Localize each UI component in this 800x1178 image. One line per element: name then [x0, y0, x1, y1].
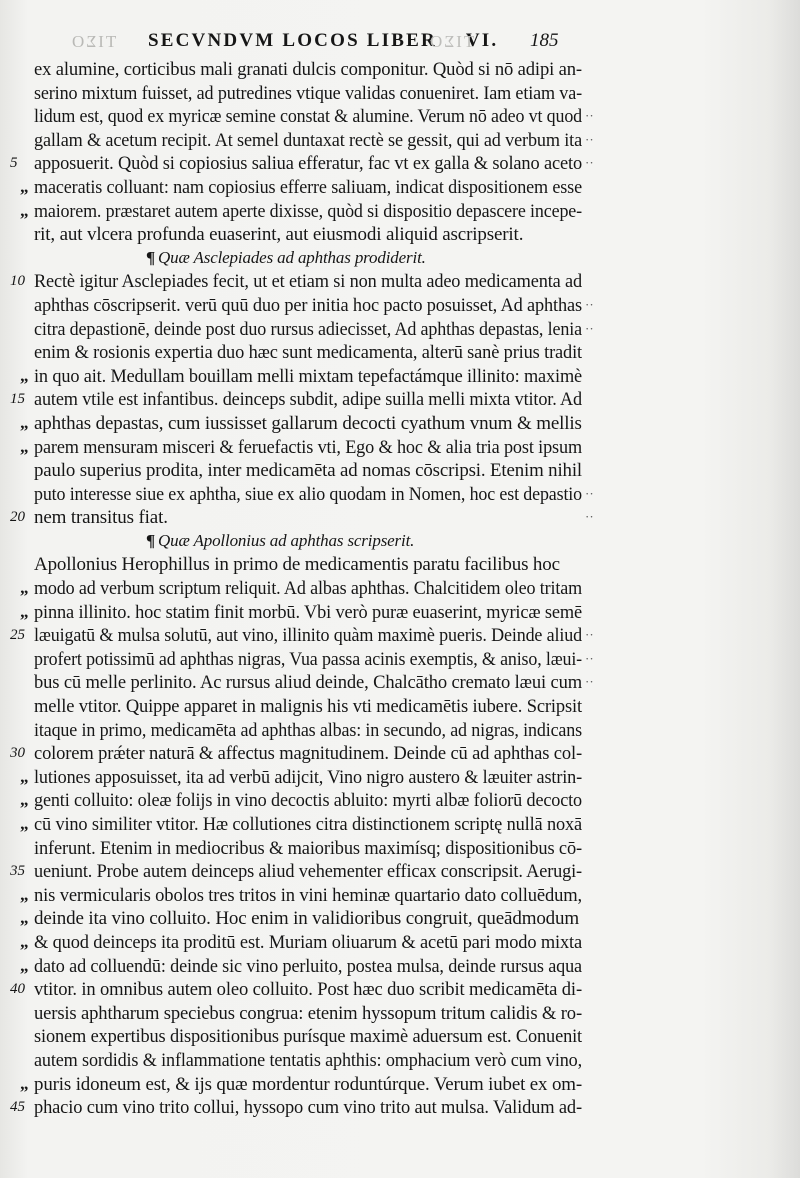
section-heading: [0, 531, 800, 555]
line-text: aphthas cōscripserit. verū quū duo per initia hoc pacto posuisset, Ad aphthas: [34, 294, 582, 316]
quotation-mark: „: [20, 601, 29, 621]
text-line: [0, 83, 800, 107]
heading-line: [146, 531, 414, 551]
line-number: 30: [10, 745, 25, 762]
line-text: & quod deinceps ita proditū est. Muriam oliuarum & acetū pari modo mixta: [34, 931, 582, 953]
line-text: sionem expertibus dispositionibus purísque maximè aduersum est. Conuenit: [34, 1026, 582, 1048]
line-text: Apollonius Herophillus in primo de medicamentis paratu facilibus hoc: [34, 554, 560, 576]
line-text: ex alumine, corticibus mali granati dulcis componitur. Quòd si nō adipi an-: [34, 59, 582, 80]
text-line: [0, 1074, 800, 1098]
right-margin-mark: ··: [585, 485, 594, 501]
text-line: [0, 484, 800, 508]
line-text: uersis aphtharum speciebus congrua: etenim hyssopum tritum calidis & ro-: [34, 1002, 582, 1024]
text-line: [0, 437, 800, 461]
line-text: puris idoneum est, & ijs quæ mordentur roduntúrque. Verum iubet ex om-: [34, 1073, 582, 1095]
quotation-mark: „: [20, 412, 29, 432]
pilcrow-icon: ¶: [146, 247, 156, 267]
line-text: paulo superius prodita, inter medicamēta ad nomas cōscripsi. Etenim nihil: [34, 460, 582, 482]
right-margin-mark: ··: [585, 155, 594, 171]
line-text: phacio cum vino trito collui, hyssopo cum vino trito aut mulsa. Validum ad-: [34, 1097, 582, 1119]
body-text: [0, 59, 800, 1121]
line-text: enim & rosionis expertia duo hæc sunt medicamenta, alterū sanè prius tradit: [34, 342, 582, 364]
text-line: [0, 814, 800, 838]
line-number: 5: [10, 155, 18, 172]
text-line: [0, 979, 800, 1003]
quotation-mark: „: [20, 790, 29, 810]
line-text: itaque in primo, medicamēta ad aphthas albas: in secundo, ad nigras, indicans: [34, 719, 582, 741]
text-line: [0, 720, 800, 744]
line-text: maiorem. præstaret autem aperte dixisse, quòd si dispositio depascere incepe-: [34, 200, 582, 222]
line-text: parem mensuram misceri & feruefactis vti, Ego & hoc & alia tria post ipsum: [34, 436, 582, 458]
text-line: [0, 767, 800, 791]
text-line: [0, 59, 800, 83]
line-text: pinna illinito. hoc statim finit morbū. Vbi verò puræ euaserint, myricæ semē: [34, 601, 582, 623]
text-line: [0, 295, 800, 319]
quotation-mark: „: [20, 814, 29, 833]
text-line: [0, 672, 800, 696]
text-line: [0, 649, 800, 673]
line-text: lutiones apposuisset, ita ad verbū adijcit, Vino nigro austero & læuiter astrin-: [34, 766, 582, 788]
right-margin-mark: ··: [585, 296, 594, 312]
text-line: [0, 130, 800, 154]
quotation-mark: „: [20, 766, 29, 786]
chapter-number: VI.: [465, 30, 499, 51]
right-margin-mark: ··: [585, 509, 594, 525]
text-line: [0, 319, 800, 343]
text-line: [0, 460, 800, 484]
line-text: dato ad colluendū: deinde sic vino perluito, postea mulsa, deinde rursus aqua: [34, 955, 582, 977]
running-head-title: SECVNDVM LOCOS LIBER: [148, 30, 437, 51]
heading-line: [146, 248, 426, 268]
text-line: [0, 956, 800, 980]
line-text: vtitor. in omnibus autem oleo colluito. Post hæc duo scribit medicamēta di-: [34, 979, 582, 1001]
page-header: [0, 30, 800, 54]
line-text: nis vermicularis obolos tres tritos in vini heminæ quartario dato colluēdum,: [34, 884, 582, 906]
text-line: [0, 413, 800, 437]
line-text: læuigatū & mulsa solutū, aut vino, illinito quàm maximè pueris. Deinde aliud: [34, 625, 582, 647]
text-line: [0, 201, 800, 225]
line-text: puto interesse siue ex aphtha, siue ex alio quodam in Nomen, hoc est depastio: [34, 483, 582, 505]
line-text: cū vino similiter vtitor. Hæ collutiones citra distinctionem scriptę nullā noxā: [34, 814, 582, 835]
bleed-through-text-left: ΤΙΣΟ: [70, 32, 117, 51]
text-line: [0, 177, 800, 201]
line-text: Rectè igitur Asclepiades fecit, ut et etiam si non multa adeo medicamenta ad: [34, 271, 582, 293]
quotation-mark: „: [20, 955, 29, 975]
pilcrow-icon: ¶: [146, 530, 156, 550]
text-line: [0, 1026, 800, 1050]
heading-text: Quæ Apollonius ad aphthas scripserit.: [158, 530, 415, 550]
text-line: [0, 602, 800, 626]
line-number: 40: [10, 981, 25, 998]
right-margin-mark: ··: [585, 674, 594, 690]
line-number: 35: [10, 863, 25, 880]
text-line: [0, 790, 800, 814]
line-text: ueniunt. Probe autem deinceps aliud vehementer efficax conscripsit. Aerugi-: [34, 861, 582, 883]
text-line: [0, 342, 800, 366]
line-text: colorem prǽter naturā & affectus magnitudinem. Deinde cū ad aphthas col-: [34, 743, 582, 765]
line-text: profert potissimū ad aphthas nigras, Vua passa acinis exemptis, & aniso, læui-: [34, 648, 582, 670]
right-margin-mark: ··: [585, 108, 594, 124]
line-text: apposuerit. Quòd si copiosius saliua efferatur, fac vt ex galla & solano aceto: [34, 153, 582, 175]
text-line: [0, 507, 800, 531]
section-heading: [0, 248, 800, 272]
line-text: genti colluito: oleæ folijs in vino decoctis abluito: myrti albæ foliorū decocto: [34, 790, 582, 812]
line-text: lidum est, quod ex myricæ semine constat & alumine. Verum nō adeo vt quod: [34, 106, 582, 128]
right-margin-mark: ··: [585, 131, 594, 147]
line-text: modo ad verbum scriptum reliquit. Ad albas aphthas. Chalcitidem oleo tritam: [34, 578, 582, 600]
line-number: 45: [10, 1099, 25, 1116]
line-text: autem vtile est infantibus. deinceps subdit, adipe suilla melli mixta vtitor. Ad: [34, 389, 582, 411]
line-text: maceratis colluant: nam copiosius efferre saliuam, indicat dispositionem esse: [34, 176, 582, 198]
text-line: [0, 1097, 800, 1121]
line-text: autem sordidis & inflammatione tentatis aphthis: omphacium verò cum vino,: [34, 1049, 582, 1071]
line-text: gallam & acetum recipit. At semel duntaxat rectè se gessit, qui ad verbum ita: [34, 129, 582, 151]
right-margin-mark: ··: [585, 320, 594, 336]
text-line: [0, 838, 800, 862]
line-text: serino mixtum fuisset, ad putredines vtique validas conueniret. Iam etiam va-: [34, 82, 582, 104]
line-text: aphthas depastas, cum iussisset gallarum decocti cyathum vnum & mellis: [34, 412, 582, 434]
text-line: [0, 1003, 800, 1027]
quotation-mark: „: [20, 931, 29, 951]
line-number: 25: [10, 627, 25, 644]
line-text: in quo ait. Medullam bouillam melli mixtam tepefactámque illinito: maximè: [34, 365, 582, 387]
text-line: [0, 908, 800, 932]
text-line: [0, 696, 800, 720]
line-text: melle vtitor. Quippe apparet in malignis his vti medicamētis iubere. Scripsit: [34, 696, 582, 718]
text-line: [0, 389, 800, 413]
text-line: [0, 1050, 800, 1074]
line-text: rit, aut vlcera profunda euaserint, aut eiusmodi aliquid ascripserit.: [34, 224, 524, 246]
quotation-mark: „: [20, 176, 29, 196]
quotation-mark: „: [20, 200, 29, 220]
text-line: [0, 625, 800, 649]
text-line: [0, 224, 800, 248]
text-line: [0, 153, 800, 177]
line-text: inferunt. Etenim in mediocribus & maioribus maximísq; dispositionibus cō-: [34, 837, 582, 859]
line-number: 15: [10, 391, 25, 408]
right-margin-mark: ··: [585, 627, 594, 643]
page-number: 185: [530, 30, 559, 51]
text-line: [0, 271, 800, 295]
text-line: [0, 554, 800, 578]
text-line: [0, 885, 800, 909]
quotation-mark: „: [20, 436, 29, 456]
text-line: [0, 743, 800, 767]
line-number: 10: [10, 273, 25, 290]
bleed-through-text-right: ΤΙΣΟ: [428, 32, 475, 51]
line-text: nem transitus fiat.: [34, 507, 168, 529]
quotation-mark: „: [20, 578, 29, 598]
quotation-mark: „: [20, 884, 29, 904]
line-number: 20: [10, 509, 25, 526]
text-line: [0, 366, 800, 390]
heading-text: Quæ Asclepiades ad aphthas prodiderit.: [158, 247, 426, 267]
text-line: [0, 578, 800, 602]
line-text: citra depastionē, deinde post duo rursus adiecisset, Ad aphthas depastas, lenia: [34, 318, 582, 340]
line-text: deinde ita vino colluito. Hoc enim in validioribus congruit, queādmodum: [34, 908, 579, 930]
text-line: [0, 106, 800, 130]
line-text: bus cū melle perlinito. Ac rursus aliud deinde, Chalcātho cremato læui cum: [34, 672, 582, 694]
right-margin-mark: ··: [585, 650, 594, 666]
quotation-mark: „: [20, 365, 29, 385]
text-line: [0, 932, 800, 956]
quotation-mark: „: [20, 1073, 29, 1093]
text-line: [0, 861, 800, 885]
quotation-mark: „: [20, 908, 29, 928]
